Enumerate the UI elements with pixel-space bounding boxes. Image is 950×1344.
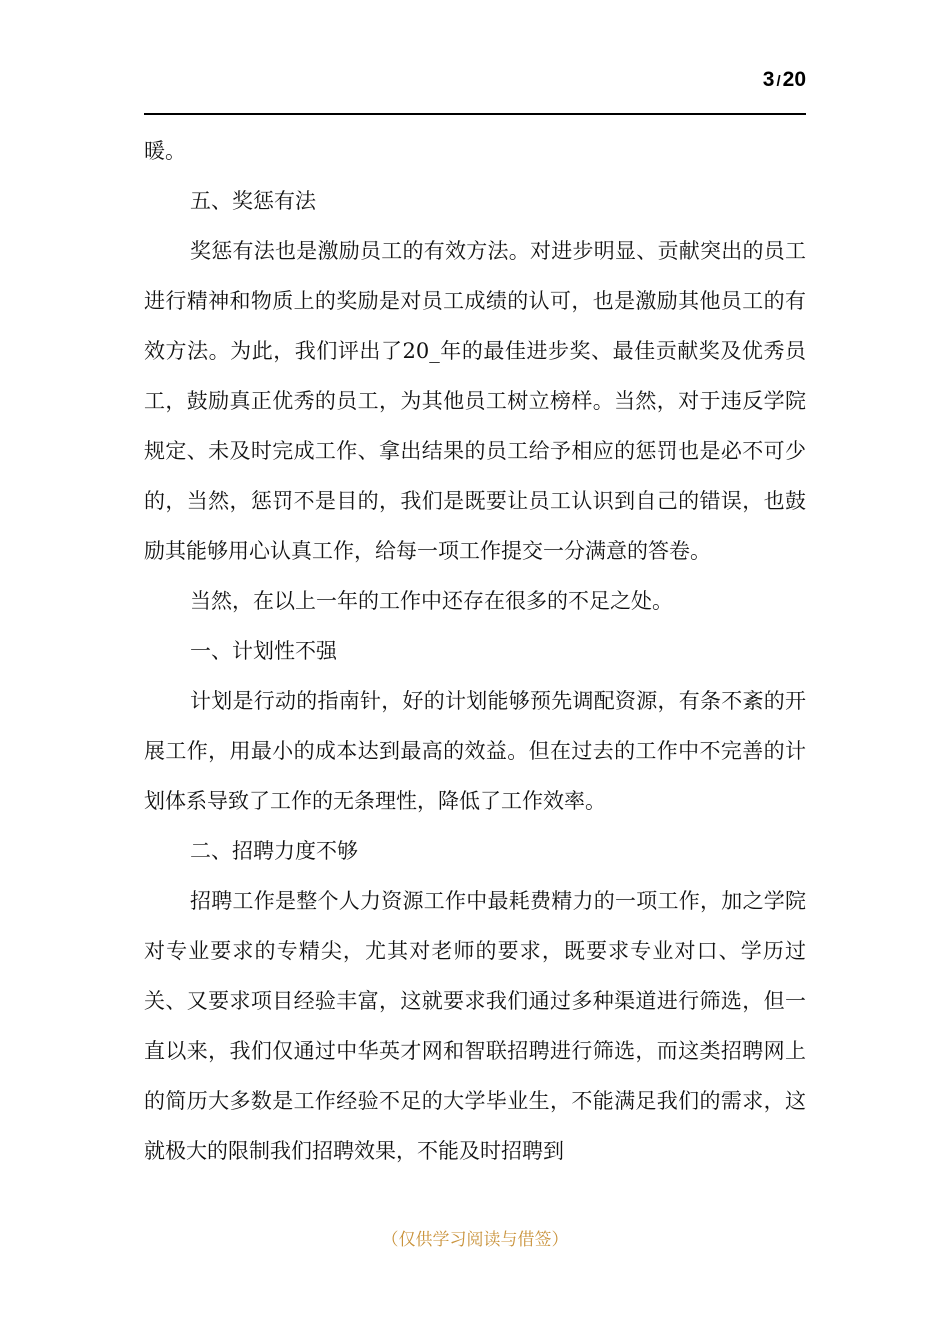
paragraph: 奖惩有法也是激励员工的有效方法。对进步明显、贡献突出的员工进行精神和物质上的奖励是对员工成绩的认可，也是激励其他员工的有效方法。为此，我们评出了20_年的最佳进步奖、最佳贡献奖及优秀员工，鼓励真正优秀的员工，为其他员工树立榜样。当然，对于违反学院规定、未及时完成工作、拿出结果的员工给予相应的惩罚也是必不可少的，当然，惩罚不是目的，我们是既要让员工认识到自己的错误，也鼓励其能够用心认真工作，给每一项工作提交一分满意的答卷。 <box>144 239 806 563</box>
page-number <box>763 68 806 92</box>
header-divider <box>144 113 806 115</box>
paragraph: 招聘工作是整个人力资源工作中最耗费精力的一项工作，加之学院对专业要求的专精尖，尤其对老师的要求，既要求专业对口、学历过关、又要求项目经验丰富，这就要求我们通过多种渠道进行筛选，但一直以来，我们仅通过中华英才网和智联招聘进行筛选，而这类招聘网上的简历大多数是工作经验不足的大学毕业生，不能满足我们的需求，这就极大的限制我们招聘效果，不能及时招聘到 <box>144 889 806 1163</box>
document-body <box>144 126 806 1176</box>
page-number-current: 3 <box>762 68 775 91</box>
page-number-separator: / <box>776 73 781 90</box>
section-heading: 二、招聘力度不够 <box>190 839 358 863</box>
footer-note: （仅供学习阅读与借签） <box>381 1230 569 1250</box>
page-number-total: 20 <box>782 68 806 91</box>
paragraph-continuation: 暖。 <box>144 139 186 163</box>
section-heading: 一、计划性不强 <box>190 639 337 663</box>
section-heading: 五、奖惩有法 <box>190 189 316 213</box>
paragraph: 当然，在以上一年的工作中还存在很多的不足之处。 <box>190 589 673 613</box>
paragraph: 计划是行动的指南针，好的计划能够预先调配资源，有条不紊的开展工作，用最小的成本达到最高的效益。但在过去的工作中不完善的计划体系导致了工作的无条理性，降低了工作效率。 <box>144 689 806 813</box>
